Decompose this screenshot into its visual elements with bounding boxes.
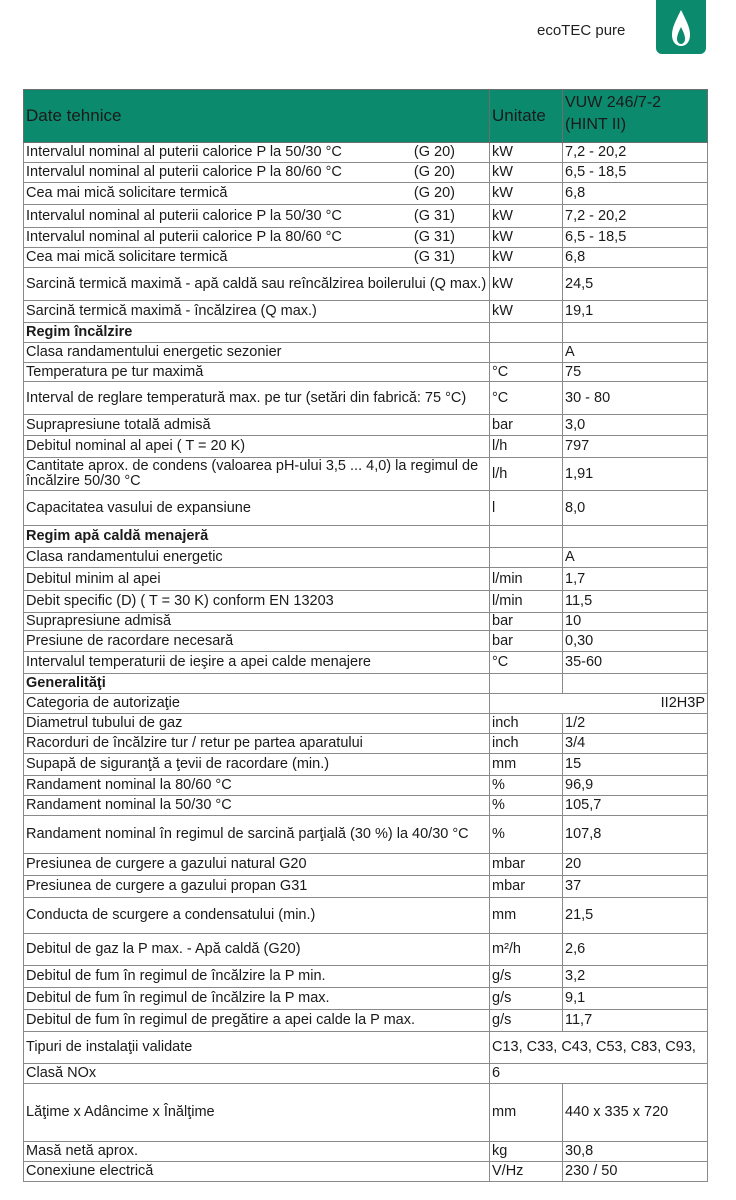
gas-type: (G 20) <box>413 185 455 201</box>
param-cell <box>24 248 490 268</box>
value-cell: 37 <box>563 876 708 898</box>
table-row <box>24 205 708 228</box>
unit-cell: m²/h <box>490 934 563 966</box>
param-label: Clasă NOx <box>26 1065 97 1081</box>
table-row <box>24 734 708 754</box>
value-cell: 1/2 <box>563 714 708 734</box>
gas-type: (G 20) <box>413 164 455 180</box>
param-cell <box>24 613 490 631</box>
param-label: Supapă de siguranţă a ţevii de racordare (min.) <box>26 756 330 772</box>
section-row <box>24 323 708 343</box>
unit-cell: kW <box>490 205 563 228</box>
gas-type: (G 31) <box>413 249 455 265</box>
param-cell <box>24 415 490 436</box>
param-label: Capacitatea vasului de expansiune <box>26 499 251 516</box>
value-cell: C13, C33, C43, C53, C83, C93, <box>490 1032 708 1064</box>
table-row <box>24 776 708 796</box>
unit-cell: mbar <box>490 854 563 876</box>
param-cell <box>24 734 490 754</box>
param-label: Sarcină termică maximă - apă caldă sau reîncălzirea boilerului (Q max.) <box>26 275 487 292</box>
param-label: Debit specific (D) ( T = 30 K) conform EN 13203 <box>26 593 334 609</box>
value-cell: 75 <box>563 363 708 382</box>
param-cell <box>24 966 490 988</box>
param-cell <box>24 568 490 591</box>
param-label: Diametrul tubului de gaz <box>26 715 183 731</box>
param-cell <box>24 816 490 854</box>
value-cell: 1,7 <box>563 568 708 591</box>
gas-type: (G 31) <box>413 229 455 245</box>
param-label: Randament nominal la 80/60 °C <box>26 777 232 793</box>
unit-cell: kW <box>490 268 563 301</box>
unit-cell: inch <box>490 714 563 734</box>
table-row <box>24 652 708 674</box>
value-cell: 8,0 <box>563 491 708 526</box>
param-cell <box>24 183 490 205</box>
table-row <box>24 363 708 382</box>
param-cell <box>24 854 490 876</box>
value-cell: 11,5 <box>563 591 708 613</box>
table-row <box>24 854 708 876</box>
param-cell <box>24 1142 490 1162</box>
table-row <box>24 591 708 613</box>
param-cell <box>24 934 490 966</box>
value-cell: 3/4 <box>563 734 708 754</box>
value-cell: 230 / 50 <box>563 1162 708 1182</box>
table-row <box>24 143 708 163</box>
unit-cell: mm <box>490 754 563 776</box>
table-row <box>24 1084 708 1142</box>
param-label: Cea mai mică solicitare termică <box>26 185 228 201</box>
value-cell: 7,2 - 20,2 <box>563 205 708 228</box>
param-label: Suprapresiune totală admisă <box>26 416 211 433</box>
value-cell: 6,5 - 18,5 <box>563 228 708 248</box>
unit-cell: kg <box>490 1142 563 1162</box>
table-row <box>24 816 708 854</box>
value-cell: 1,91 <box>563 458 708 491</box>
param-label: Categoria de autorizaţie <box>26 695 180 711</box>
empty-cell <box>563 526 708 548</box>
param-cell <box>24 694 490 714</box>
unit-cell: kW <box>490 143 563 163</box>
section-row <box>24 674 708 694</box>
param-cell <box>24 228 490 248</box>
value-cell: 9,1 <box>563 988 708 1010</box>
param-label: Presiunea de curgere a gazului propan G31 <box>26 878 308 894</box>
unit-cell: l/h <box>490 458 563 491</box>
param-cell <box>24 491 490 526</box>
param-label: Sarcină termică maximă - încălzirea (Q max.) <box>26 303 317 319</box>
value-cell: 30 - 80 <box>563 382 708 415</box>
value-cell: 96,9 <box>563 776 708 796</box>
table-row <box>24 796 708 816</box>
param-label: Temperatura pe tur maximă <box>26 363 204 380</box>
value-cell: 24,5 <box>563 268 708 301</box>
table-row <box>24 1162 708 1182</box>
value-cell: II2H3P <box>490 694 708 714</box>
table-row <box>24 1032 708 1064</box>
value-cell: A <box>563 548 708 568</box>
empty-cell <box>563 674 708 694</box>
table-row <box>24 694 708 714</box>
param-label: Randament nominal în regimul de sarcină parţială (30 %) la 40/30 °C <box>26 826 469 842</box>
gas-type: (G 31) <box>413 207 455 224</box>
unit-cell: % <box>490 776 563 796</box>
unit-cell: inch <box>490 734 563 754</box>
flame-icon <box>656 0 706 54</box>
unit-cell: % <box>490 816 563 854</box>
value-cell: 6,5 - 18,5 <box>563 163 708 183</box>
param-label: Intervalul nominal al puterii calorice P la 80/60 °C <box>26 229 342 245</box>
param-cell <box>24 876 490 898</box>
unit-cell: l <box>490 491 563 526</box>
param-cell <box>24 988 490 1010</box>
unit-cell: kW <box>490 228 563 248</box>
param-cell <box>24 652 490 674</box>
param-cell <box>24 714 490 734</box>
value-cell: 7,2 - 20,2 <box>563 143 708 163</box>
empty-cell <box>490 323 563 343</box>
param-label: Debitul nominal al apei ( T = 20 K) <box>26 438 246 454</box>
unit-cell: bar <box>490 613 563 631</box>
table-row <box>24 754 708 776</box>
unit-cell <box>490 343 563 363</box>
unit-cell: °C <box>490 363 563 382</box>
value-cell: 10 <box>563 613 708 631</box>
param-label: Masă netă aprox. <box>26 1143 139 1159</box>
param-label: Randament nominal la 50/30 °C <box>26 797 232 813</box>
table-row <box>24 301 708 323</box>
param-cell <box>24 796 490 816</box>
unit-cell: g/s <box>490 1010 563 1032</box>
param-cell <box>24 343 490 363</box>
param-cell <box>24 382 490 415</box>
table-row <box>24 568 708 591</box>
table-row <box>24 183 708 205</box>
value-cell: 15 <box>563 754 708 776</box>
param-label: Interval de reglare temperatură max. pe tur (setări din fabrică: 75 °C) <box>26 389 467 406</box>
param-cell <box>24 1010 490 1032</box>
param-cell <box>24 363 490 382</box>
unit-cell: °C <box>490 382 563 415</box>
param-label: Intervalul nominal al puterii calorice P la 50/30 °C <box>26 144 342 160</box>
value-cell: 105,7 <box>563 796 708 816</box>
unit-cell: l/h <box>490 436 563 458</box>
param-label: Conducta de scurgere a condensatului (min.) <box>26 907 316 923</box>
header-unit: Unitate <box>490 90 563 143</box>
param-cell <box>24 163 490 183</box>
param-cell <box>24 754 490 776</box>
vaillant-logo <box>656 0 706 54</box>
param-cell <box>24 1162 490 1182</box>
unit-cell: mm <box>490 898 563 934</box>
param-cell <box>24 458 490 491</box>
table-row <box>24 988 708 1010</box>
param-label: Conexiune electrică <box>26 1163 154 1179</box>
param-label: Debitul de fum în regimul de pregătire a apei calde la P max. <box>26 1012 416 1028</box>
param-cell <box>24 631 490 652</box>
table-row <box>24 631 708 652</box>
value-cell: 6 <box>490 1064 708 1084</box>
value-cell: 0,30 <box>563 631 708 652</box>
header-param: Date tehnice <box>24 90 490 143</box>
param-cell <box>24 1064 490 1084</box>
table-row <box>24 1010 708 1032</box>
param-label: Tipuri de instalaţii validate <box>26 1039 193 1055</box>
unit-cell: kW <box>490 163 563 183</box>
unit-cell: kW <box>490 301 563 323</box>
unit-cell: V/Hz <box>490 1162 563 1182</box>
table-row <box>24 415 708 436</box>
param-label: Suprapresiune admisă <box>26 613 172 629</box>
param-label: Lăţime x Adâncime x Înălţime <box>26 1104 215 1120</box>
value-cell: A <box>563 343 708 363</box>
param-cell <box>24 898 490 934</box>
param-cell <box>24 143 490 163</box>
table-row <box>24 548 708 568</box>
empty-cell <box>563 323 708 343</box>
value-cell: 30,8 <box>563 1142 708 1162</box>
value-cell: 11,7 <box>563 1010 708 1032</box>
param-cell <box>24 301 490 323</box>
param-label: Debitul de fum în regimul de încălzire la P max. <box>26 990 330 1006</box>
param-label: Cantitate aprox. de condens (valoarea pH-ului 3,5 ... 4,0) la regimul de încălzire 50/30 °C <box>26 458 479 489</box>
table-row <box>24 898 708 934</box>
param-label: Debitul de gaz la P max. - Apă caldă (G20) <box>26 941 301 957</box>
value-cell: 797 <box>563 436 708 458</box>
param-label: Clasa randamentului energetic <box>26 549 223 565</box>
param-label: Cea mai mică solicitare termică <box>26 249 228 265</box>
unit-cell: mm <box>490 1084 563 1142</box>
value-cell: 20 <box>563 854 708 876</box>
table-row <box>24 248 708 268</box>
table-header-row <box>24 90 708 143</box>
table-row <box>24 1064 708 1084</box>
section-title: Regim apă caldă menajeră <box>24 526 490 548</box>
param-cell <box>24 1084 490 1142</box>
gas-type: (G 20) <box>413 144 455 160</box>
unit-cell: °C <box>490 652 563 674</box>
table-row <box>24 382 708 415</box>
value-cell: 6,8 <box>563 183 708 205</box>
table-row <box>24 1142 708 1162</box>
value-cell: 3,2 <box>563 966 708 988</box>
unit-cell: g/s <box>490 966 563 988</box>
param-cell <box>24 436 490 458</box>
value-cell: 107,8 <box>563 816 708 854</box>
param-label: Clasa randamentului energetic sezonier <box>26 344 282 360</box>
value-cell: 19,1 <box>563 301 708 323</box>
table-row <box>24 228 708 248</box>
param-label: Racorduri de încălzire tur / retur pe partea aparatului <box>26 735 363 751</box>
unit-cell: mbar <box>490 876 563 898</box>
table-row <box>24 934 708 966</box>
param-label: Presiunea de curgere a gazului natural G20 <box>26 856 307 872</box>
value-cell: 3,0 <box>563 415 708 436</box>
value-cell: 440 x 335 x 720 <box>563 1084 708 1142</box>
technical-data-table <box>23 89 708 1182</box>
param-cell <box>24 548 490 568</box>
table-row <box>24 163 708 183</box>
param-label: Intervalul nominal al puterii calorice P la 80/60 °C <box>26 164 342 180</box>
empty-cell <box>490 526 563 548</box>
value-cell: 6,8 <box>563 248 708 268</box>
unit-cell: % <box>490 796 563 816</box>
param-cell <box>24 1032 490 1064</box>
header-model: VUW 246/7-2 (HINT II) <box>563 90 708 143</box>
param-cell <box>24 268 490 301</box>
value-cell: 2,6 <box>563 934 708 966</box>
param-label: Intervalul temperaturii de ieşire a apei calde menajere <box>26 654 371 670</box>
param-label: Intervalul nominal al puterii calorice P la 50/30 °C <box>26 207 342 224</box>
section-row <box>24 526 708 548</box>
unit-cell: g/s <box>490 988 563 1010</box>
table-row <box>24 876 708 898</box>
value-cell: 21,5 <box>563 898 708 934</box>
empty-cell <box>490 674 563 694</box>
param-cell <box>24 776 490 796</box>
unit-cell: kW <box>490 183 563 205</box>
param-label: Debitul minim al apei <box>26 570 161 587</box>
unit-cell: l/min <box>490 591 563 613</box>
table-row <box>24 714 708 734</box>
unit-cell: kW <box>490 248 563 268</box>
param-cell <box>24 205 490 228</box>
table-row <box>24 436 708 458</box>
table-row <box>24 491 708 526</box>
param-label: Presiune de racordare necesară <box>26 632 234 649</box>
param-cell <box>24 591 490 613</box>
unit-cell: l/min <box>490 568 563 591</box>
section-title: Generalităţi <box>24 674 490 694</box>
table-row <box>24 966 708 988</box>
table-row <box>24 268 708 301</box>
brand-name: ecoTEC pure <box>537 22 626 39</box>
section-title: Regim încălzire <box>24 323 490 343</box>
table-row <box>24 458 708 491</box>
param-label: Debitul de fum în regimul de încălzire la P min. <box>26 968 326 984</box>
unit-cell <box>490 548 563 568</box>
unit-cell: bar <box>490 415 563 436</box>
value-cell: 35-60 <box>563 652 708 674</box>
table-row <box>24 613 708 631</box>
table-row <box>24 343 708 363</box>
unit-cell: bar <box>490 631 563 652</box>
